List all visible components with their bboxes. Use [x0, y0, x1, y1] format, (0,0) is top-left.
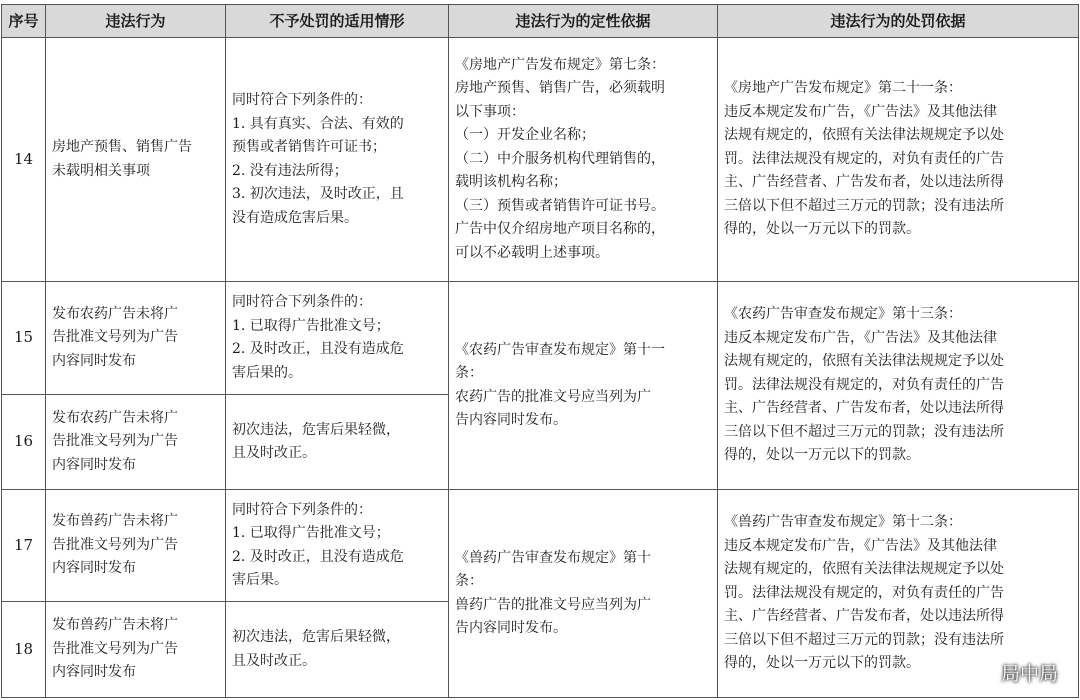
text-line: 违反本规定发布广告，《广告法》及其他法律: [724, 537, 997, 554]
conditions-cell: [226, 490, 449, 602]
header-behavior: 违法行为: [46, 5, 226, 38]
text-line: 《农药广告审查发布规定》第十一: [455, 341, 665, 358]
text-line: 害后果。: [232, 572, 288, 588]
text-line: 告批准文号列为广告: [52, 640, 178, 657]
behavior-cell: [46, 38, 226, 282]
text-line: 同时符合下列条件的：: [232, 294, 372, 310]
text-line: 告内容同时发布。: [455, 620, 567, 636]
behavior-cell: [46, 490, 226, 602]
text-line: 罚。法律法规没有规定的，对负有责任的广告: [724, 376, 1004, 393]
wechat-icon: [973, 663, 997, 683]
table-header-row: [2, 5, 1079, 38]
text-line: 内容同时发布: [52, 352, 136, 369]
text-line: 没有造成危害后果。: [232, 209, 358, 226]
table-row: [2, 490, 1079, 602]
text-line: 3. 初次违法，及时改正，且: [232, 186, 404, 202]
basis-cell: [449, 490, 718, 698]
text-line: 初次违法，危害后果轻微，: [232, 629, 400, 645]
conditions-cell: [226, 602, 449, 698]
basis-cell: [449, 38, 718, 282]
behavior-cell: [46, 282, 226, 395]
text-line: 农药广告的批准文号应当列为广: [455, 388, 651, 405]
text-line: 以下事项：: [455, 103, 525, 120]
text-line: 条：: [455, 573, 483, 589]
text-line: 房地产预售、销售广告: [52, 139, 192, 155]
text-line: 违反本规定发布广告，《广告法》及其他法律: [724, 103, 997, 120]
text-line: 发布兽药广告未将广: [52, 513, 178, 530]
conditions-cell: [226, 395, 449, 490]
text-line: 兽药广告的批准文号应当列为广: [455, 596, 651, 613]
text-line: 2. 没有违法所得；: [232, 162, 348, 179]
text-line: 三倍以下但不超过三万元的罚款；没有违法所: [724, 423, 1004, 440]
text-line: 内容同时发布: [52, 456, 136, 473]
text-line: 告内容同时发布。: [455, 412, 567, 428]
text-line: 内容同时发布: [52, 664, 136, 681]
text-line: 载明该机构名称；: [455, 174, 567, 191]
regulation-table: [1, 4, 1079, 698]
penalty-cell: [718, 282, 1079, 490]
text-line: 2. 及时改正，且没有造成危: [232, 548, 404, 565]
row-number: 17: [2, 490, 46, 602]
text-line: （三）预售或者销售许可证书号。: [455, 197, 665, 214]
text-line: 罚。法律法规没有规定的，对负有责任的广告: [724, 150, 1004, 167]
text-line: 法规有规定的，依照有关法律法规规定予以处: [724, 561, 1004, 578]
text-line: 发布兽药广告未将广: [52, 617, 178, 634]
text-line: 违反本规定发布广告，《广告法》及其他法律: [724, 329, 997, 346]
text-line: 得的，处以一万元以下的罚款。: [724, 221, 920, 238]
text-line: 同时符合下列条件的：: [232, 501, 372, 518]
text-line: 且及时改正。: [232, 652, 316, 669]
text-line: 法规有规定的，依照有关法律法规规定予以处: [724, 353, 1004, 370]
header-seq: 序号: [2, 5, 46, 38]
text-line: 主、广告经营者、广告发布者，处以违法所得: [724, 400, 1004, 417]
text-line: 得的，处以一万元以下的罚款。: [724, 655, 920, 672]
watermark-text: 局中局: [1000, 663, 1058, 685]
text-line: 《兽药广告审查发布规定》第十: [455, 549, 651, 566]
text-line: 发布农药广告未将广: [52, 305, 178, 322]
text-line: 且及时改正。: [232, 445, 316, 461]
behavior-cell: [46, 395, 226, 490]
text-line: 房地产预售、销售广告，必须载明: [455, 80, 665, 97]
header-conditions: 不予处罚的适用情形: [226, 5, 449, 38]
basis-cell: [449, 282, 718, 490]
text-line: 2. 及时改正，且没有造成危: [232, 341, 404, 357]
text-line: 主、广告经营者、广告发布者，处以违法所得: [724, 174, 1004, 191]
conditions-cell: [226, 282, 449, 395]
conditions-cell: [226, 38, 449, 282]
penalty-cell: [718, 38, 1079, 282]
text-line: 《兽药广告审查发布规定》第十二条：: [724, 514, 962, 531]
row-number: 16: [2, 395, 46, 490]
text-line: 《房地产广告发布规定》第七条：: [455, 56, 665, 73]
text-line: 害后果的。: [232, 364, 302, 381]
table-row: [2, 282, 1079, 395]
text-line: 可以不必载明上述事项。: [455, 244, 609, 261]
text-line: 法规有规定的，依照有关法律法规规定予以处: [724, 127, 1004, 144]
row-number: 14: [2, 38, 46, 282]
text-line: 条：: [455, 365, 483, 381]
header-penalty: 违法行为的处罚依据: [718, 5, 1079, 38]
watermark: [973, 659, 1058, 686]
text-line: （二）中介服务机构代理销售的，: [455, 150, 665, 167]
text-line: 罚。法律法规没有规定的，对负有责任的广告: [724, 584, 1004, 601]
text-line: 内容同时发布: [52, 560, 136, 577]
row-number: 15: [2, 282, 46, 395]
text-line: 预售或者销售许可证书；: [232, 139, 386, 155]
text-line: 《农药广告审查发布规定》第十三条：: [724, 306, 962, 323]
text-line: 告批准文号列为广告: [52, 536, 178, 553]
row-number: 18: [2, 602, 46, 698]
header-basis: 违法行为的定性依据: [449, 5, 718, 38]
table-row: [2, 38, 1079, 282]
behavior-cell: [46, 602, 226, 698]
text-line: 得的，处以一万元以下的罚款。: [724, 447, 920, 464]
text-line: 发布农药广告未将广: [52, 409, 178, 426]
text-line: （一）开发企业名称；: [455, 127, 595, 144]
text-line: 1. 具有真实、合法、有效的: [232, 115, 404, 132]
text-line: 三倍以下但不超过三万元的罚款；没有违法所: [724, 631, 1004, 648]
text-line: 未载明相关事项: [52, 162, 150, 179]
text-line: 广告中仅介绍房地产项目名称的，: [455, 221, 665, 238]
text-line: 1. 已取得广告批准文号；: [232, 525, 390, 541]
text-line: 《房地产广告发布规定》第二十一条：: [724, 80, 962, 97]
text-line: 主、广告经营者、广告发布者，处以违法所得: [724, 608, 1004, 625]
text-line: 同时符合下列条件的：: [232, 92, 372, 108]
text-line: 告批准文号列为广告: [52, 433, 178, 450]
text-line: 初次违法，危害后果轻微，: [232, 421, 400, 438]
text-line: 告批准文号列为广告: [52, 329, 178, 346]
text-line: 1. 已取得广告批准文号；: [232, 317, 390, 334]
text-line: 三倍以下但不超过三万元的罚款；没有违法所: [724, 197, 1004, 214]
